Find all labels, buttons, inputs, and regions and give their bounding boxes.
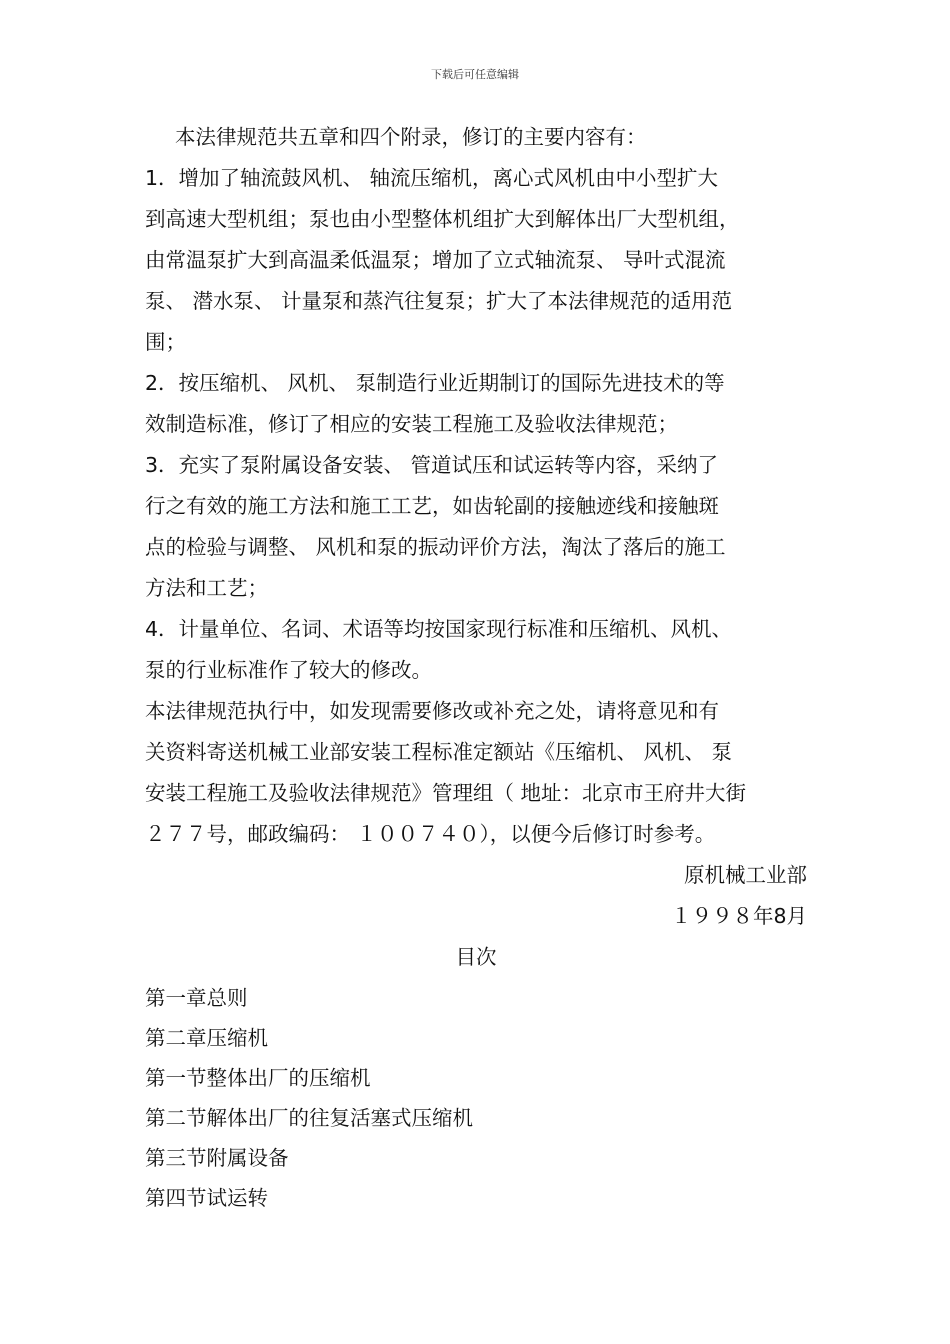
revision-item-3-line: 方法和工艺； (145, 576, 268, 600)
closing-line: 关资料寄送机械工业部安装工程标准定额站《压缩机、 风机、 泵 (145, 740, 733, 764)
revision-item-1-line: 泵、 潜水泵、 计量泵和蒸汽往复泵；扩大了本法律规范的适用范 (145, 289, 733, 313)
preface-intro: 本法律规范共五章和四个附录，修订的主要内容有： (175, 125, 647, 149)
signature-organization: 原机械工业部 (684, 863, 807, 887)
revision-item-3 (145, 445, 807, 609)
revision-item-1-line: 由常温泵扩大到高温柔低温泵；增加了立式轴流泵、 导叶式混流 (145, 248, 726, 272)
revision-item-4-line: 泵的行业标准作了较大的修改。 (145, 658, 432, 682)
signature-date: １９９８年8月 (670, 904, 807, 928)
toc-entry[interactable]: 第三节附属设备 (145, 1146, 289, 1170)
revision-item-2-line: 效制造标准，修订了相应的安装工程施工及验收法律规范； (145, 412, 678, 436)
revision-item-3-line: 点的检验与调整、 风机和泵的振动评价方法，淘汰了落后的施工 (145, 535, 726, 559)
closing-line: 安装工程施工及验收法律规范》管理组（ 地址：北京市王府井大街 (145, 781, 747, 805)
document-body (145, 117, 807, 1218)
closing-line: ２７７号，邮政编码： １００７４０），以便今后修订时参考。 (145, 822, 716, 846)
revision-item-1-line: 围； (145, 330, 186, 354)
toc-entry[interactable]: 第四节试运转 (145, 1186, 268, 1210)
revision-item-4 (145, 609, 807, 691)
page-header-note: 下载后可任意编辑 (431, 68, 519, 81)
toc-list (145, 978, 807, 1218)
revision-item-1 (145, 158, 807, 363)
revision-item-2 (145, 363, 807, 445)
revision-item-2-line: 2．按压缩机、 风机、 泵制造行业近期制订的国际先进技术的等 (145, 371, 725, 395)
toc-entry[interactable]: 第一章总则 (145, 986, 248, 1010)
revision-item-1-line: 1．增加了轴流鼓风机、 轴流压缩机，离心式风机由中小型扩大 (145, 166, 719, 190)
toc-entry[interactable]: 第一节整体出厂的压缩机 (145, 1066, 371, 1090)
revision-item-1-line: 到高速大型机组；泵也由小型整体机组扩大到解体出厂大型机组， (145, 207, 740, 231)
toc-title: 目次 (455, 945, 497, 969)
revision-item-3-line: 行之有效的施工方法和施工工艺，如齿轮副的接触迹线和接触斑 (145, 494, 719, 518)
toc-entry[interactable]: 第二章压缩机 (145, 1026, 268, 1050)
closing-line: 本法律规范执行中，如发现需要修改或补充之处，请将意见和有 (145, 699, 719, 723)
revision-item-3-line: 3．充实了泵附属设备安装、 管道试压和试运转等内容，采纳了 (145, 453, 719, 477)
closing-paragraph (145, 691, 807, 855)
toc-entry[interactable]: 第二节解体出厂的往复活塞式压缩机 (145, 1106, 473, 1130)
revision-item-4-line: 4．计量单位、名词、术语等均按国家现行标准和压缩机、风机、 (145, 617, 733, 641)
